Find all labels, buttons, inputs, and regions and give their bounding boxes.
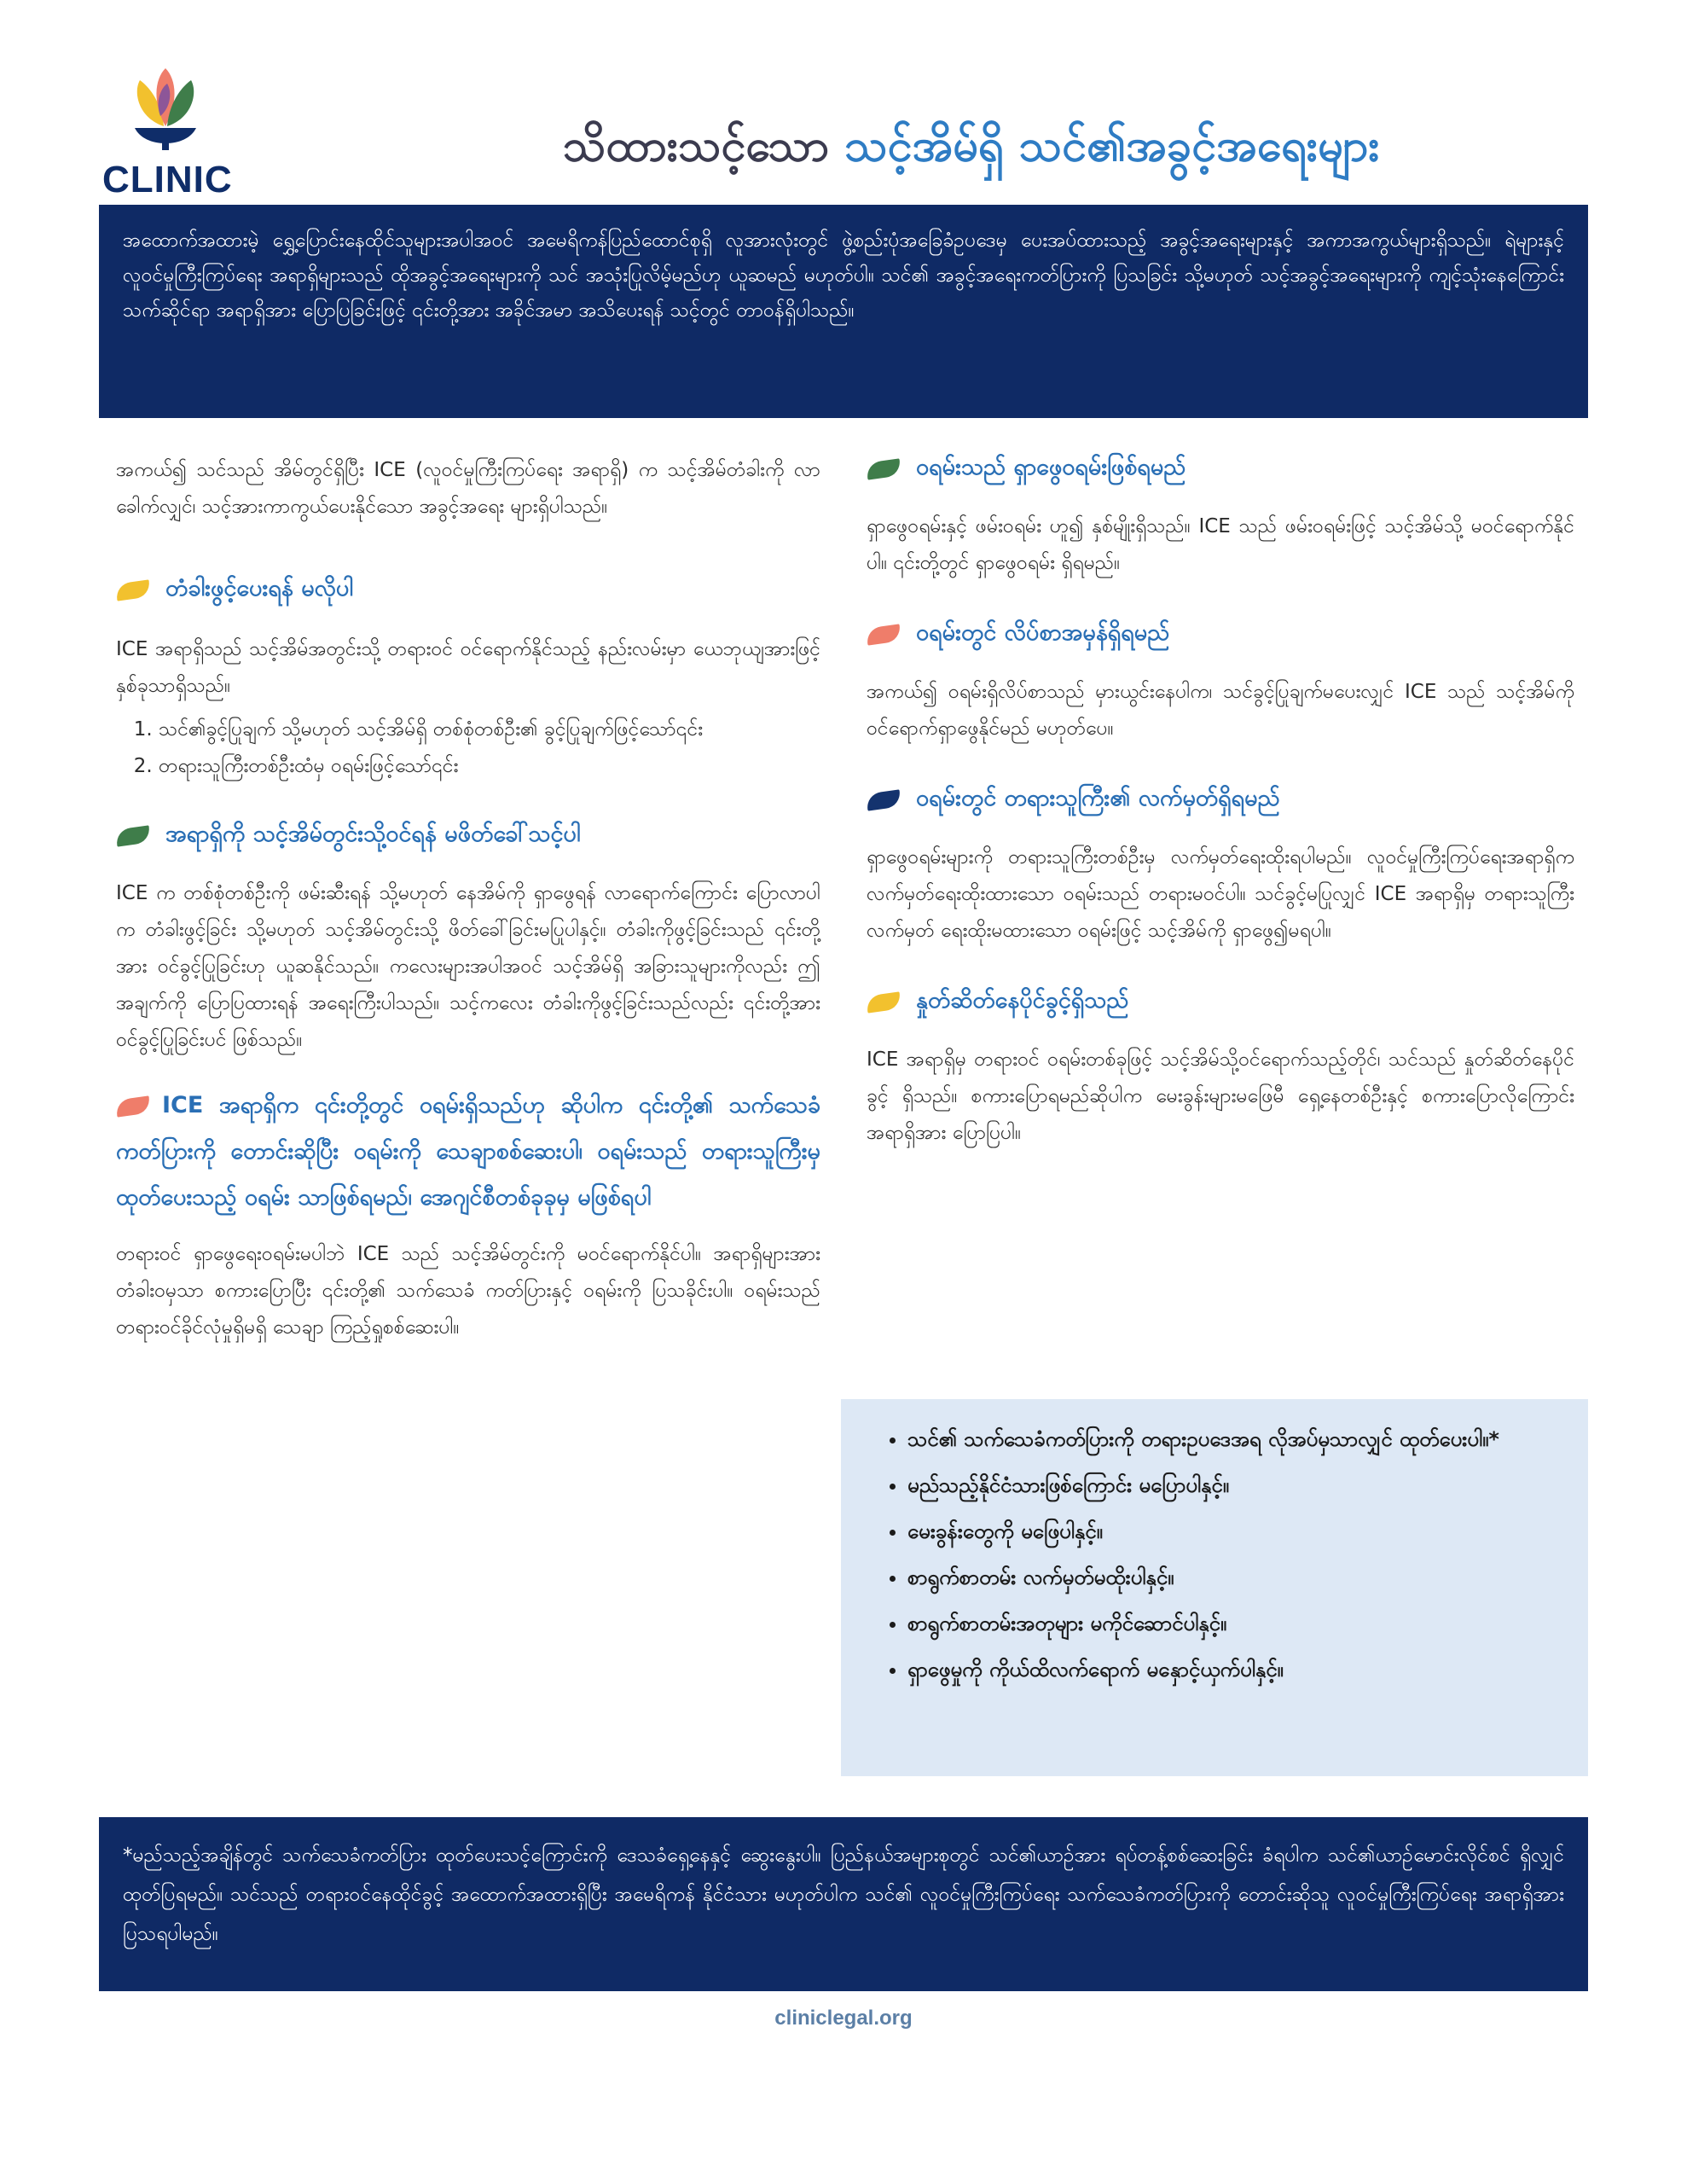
rights-item: • မေးခွန်းတွေကို မဖြေပါနှင့်။ [907,1508,1562,1554]
leaf-icon [866,991,901,1013]
website-link[interactable]: cliniclegal.org [774,2007,913,2030]
right-column [867,452,1574,1152]
flower-logo-icon [130,67,201,152]
rights-list [875,1416,1562,1693]
section-heading-judge-signature [867,783,1574,817]
section-heading-text: ဝရမ်းတွင် တရားသူကြီး၏ လက်မှတ်ရှိရမည် [916,785,1280,811]
section-heading-text: နှုတ်ဆိတ်နေပိုင်ခွင့်ရှိသည် [916,987,1129,1014]
rights-item: • မည်သည့်နိုင်ငံသားဖြစ်ကြောင်း မပြောပါနှင့်။ [907,1462,1562,1508]
section-heading-no-invite [116,819,820,853]
section-heading-text: ဝရမ်းတွင် လိပ်စာအမှန်ရှိရမည် [916,619,1170,646]
section-heading-remain-silent [867,985,1574,1019]
section-heading-check-warrant [116,1083,820,1221]
entry-ways-list [116,712,820,785]
leaf-icon [115,1095,151,1117]
title-part2: သင့်အိမ်ရှိ သင်၏အခွင့်အရေးများ [844,120,1380,171]
list-item: 1. သင်၏ခွင့်ပြုချက် သို့မဟုတ် သင့်အိမ်ရှိ တစ်စုံတစ်ဦး၏ ခွင့်ပြုချက်ဖြင့်သော်၎င်း [159,712,820,748]
leaf-icon [866,458,901,479]
page-title [563,118,1380,183]
clinic-logo [96,67,232,199]
leaf-icon [115,825,151,846]
section-body-no-open-door: ICE အရာရှိသည် သင့်အိမ်အတွင်းသို့ တရားဝင် ဝင်ရောက်နိုင်သည့် နည်းလမ်းမှာ ယေဘုယျအားဖြင့် နှစ်ခုသာရှိသည်။ [116,638,820,697]
rights-item: • စာရွက်စာတမ်း လက်မှတ်မထိုးပါနှင့်။ [907,1554,1562,1600]
left-column [116,452,820,1346]
left-intro: အကယ်၍ သင်သည် အိမ်တွင်ရှိပြီး ICE (လူဝင်မှုကြီးကြပ်ရေး အရာရှိ) က သင့်အိမ်တံခါးကို လာခေါက်လျှင်၊ သင့်အားကာကွယ်ပေးနိုင်သော အခွင့်အရေး များရှိပါသည်။ [116,459,820,518]
section-body-check-warrant: တရားဝင် ရှာဖွေရေးဝရမ်းမပါဘဲ ICE သည် သင့်အိမ်တွင်းကို မဝင်ရောက်နိုင်ပါ။ အရာရှိများအား တံခါးဝမှသာ စကားပြောပြီး ၎င်းတို့၏ သက်သေခံ ကတ်ပြားနှင့် ဝရမ်းကို ပြသခိုင်းပါ။ ဝရမ်းသည် တရားဝင်ခိုင်လုံမှုရှိမရှိ သေချာ ကြည့်ရှုစစ်ဆေးပါ။ [116,1243,820,1339]
section-heading-correct-address [867,618,1574,652]
rights-summary-box [841,1399,1588,1776]
footnote-box: *မည်သည့်အချိန်တွင် သက်သေခံကတ်ပြား ထုတ်ပေးသင့်ကြောင်းကို ဒေသခံရှေ့နေနှင့် ဆွေးနွေးပါ။ ပြည်နယ်အများစုတွင် သင်၏ယာဉ်အား ရပ်တန့်စစ်ဆေးခြင်း ခံရပါက သင်၏ယာဉ်မောင်းလိုင်စင် ရှိလျှင် ထုတ်ပြရမည်။ သင်သည် တရားဝင်နေထိုင်ခွင့် အထောက်အထားရှိပြီး အမေရိကန် နိုင်ငံသား မဟုတ်ပါက သင်၏ လူဝင်မှုကြီးကြပ်ရေး သက်သေခံကတ်ပြားကို တောင်းဆိုသူ လူဝင်မှုကြီးကြပ်ရေး အရာရှိအား ပြသရပါမည်။ [99,1817,1588,1991]
section-heading-search-warrant [867,452,1574,486]
list-item: 2. တရားသူကြီးတစ်ဦးထံမှ ဝရမ်းဖြင့်သော်၎င်း [159,748,820,785]
logo-text: CLINIC [102,159,233,200]
section-body-search-warrant: ရှာဖွေဝရမ်းနှင့် ဖမ်းဝရမ်း ဟူ၍ နှစ်မျိုးရှိသည်။ ICE သည် ဖမ်းဝရမ်းဖြင့် သင့်အိမ်သို့ မဝင်ရောက်နိုင်ပါ။ ၎င်းတို့တွင် ရှာဖွေဝရမ်း ရှိရမည်။ [867,515,1574,574]
section-body-correct-address: အကယ်၍ ဝရမ်းရှိလိပ်စာသည် မှားယွင်းနေပါက၊ သင်ခွင့်ပြုချက်မပေးလျှင် ICE သည် သင့်အိမ်ကို ဝင်ရောက်ရှာဖွေနိုင်မည် မဟုတ်ပေ။ [867,681,1574,740]
leaf-icon [115,579,151,601]
section-heading-text: တံခါးဖွင့်ပေးရန် မလိုပါ [165,575,353,601]
rights-item: • ရှာဖွေမှုကို ကိုယ်ထိလက်ရောက် မနှောင့်ယှက်ပါနှင့်။ [907,1647,1562,1693]
title-part1: သိထားသင့်သော [563,120,845,171]
section-body-remain-silent: ICE အရာရှိမှ တရားဝင် ဝရမ်းတစ်ခုဖြင့် သင့်အိမ်သို့ဝင်ရောက်သည့်တိုင်၊ သင်သည် နှုတ်ဆိတ်နေပိုင်ခွင့် ရှိသည်။ စကားပြောရမည်ဆိုပါက မေးခွန်းများမဖြေမီ ရှေ့နေတစ်ဦးနှင့် စကားပြောလိုကြောင်း အရာရှိအား ပြောပြပါ။ [867,1048,1574,1144]
section-heading-no-open-door [116,573,820,607]
section-heading-text: ဝရမ်းသည် ရှာဖွေဝရမ်းဖြစ်ရမည် [916,454,1186,480]
intro-banner: အထောက်အထားမဲ့ ရွှေ့ပြောင်းနေထိုင်သူများအပါအဝင် အမေရိကန်ပြည်ထောင်စုရှိ လူအားလုံးတွင် ဖွဲ့စည်းပုံအခြေခံဥပဒေမှ ပေးအပ်ထားသည့် အခွင့်အရေးများနှင့် အကာအကွယ်များရှိသည်။ ရဲများနှင့် လူဝင်မှုကြီးကြပ်ရေး အရာရှိများသည် ထိုအခွင့်အရေးများကို သင် အသုံးပြုလိမ့်မည်ဟု ယူဆမည် မဟုတ်ပါ။ သင်၏ အခွင့်အရေးကတ်ပြားကို ပြသခြင်း သို့မဟုတ် သင့်အခွင့်အရေးများကို ကျင့်သုံးနေကြောင်း သက်ဆိုင်ရာ အရာရှိအား ပြောပြခြင်းဖြင့် ၎င်းတို့အား အခိုင်အမာ အသိပေးရန် သင့်တွင် တာဝန်ရှိပါသည်။ [99,205,1588,418]
leaf-icon [866,624,901,645]
section-body-judge-signature: ရှာဖွေဝရမ်းများကို တရားသူကြီးတစ်ဦးမှ လက်မှတ်ရေးထိုးရပါမည်။ လူဝင်မှုကြီးကြပ်ရေးအရာရှိက လက်မှတ်ရေးထိုးထားသော ဝရမ်းသည် တရားမဝင်ပါ။ သင်ခွင့်မပြုလျှင် ICE အရာရှိမှ တရားသူကြီးလက်မှတ် ရေးထိုးမထားသော ဝရမ်းဖြင့် သင့်အိမ်ကို ရှာဖွေ၍မရပါ။ [867,846,1574,942]
section-body-no-invite: ICE က တစ်စုံတစ်ဦးကို ဖမ်းဆီးရန် သို့မဟုတ် နေအိမ်ကို ရှာဖွေရန် လာရောက်ကြောင်း ပြောလာပါက တံခါးဖွင့်ခြင်း သို့မဟုတ် သင့်အိမ်တွင်းသို့ ဖိတ်ခေါ်ခြင်းမပြုပါနှင့်။ တံခါးကိုဖွင့်ခြင်းသည် ၎င်းတို့အား ဝင်ခွင့်ပြုခြင်းဟု ယူဆနိုင်သည်။ ကလေးများအပါအဝင် သင့်အိမ်ရှိ အခြားသူများကိုလည်း ဤအချက်ကို ပြောပြထားရန် အရေးကြီးပါသည်။ သင့်ကလေး တံခါးကိုဖွင့်ခြင်းသည်လည်း ၎င်းတို့အား ဝင်ခွင့်ပြုခြင်းပင် ဖြစ်သည်။ [116,882,820,1051]
section-heading-text: အရာရှိကို သင့်အိမ်တွင်းသို့ဝင်ရန် မဖိတ်ခေါ်သင့်ပါ [165,821,581,847]
rights-item: • စာရွက်စာတမ်းအတုများ မကိုင်ဆောင်ပါနှင့်။ [907,1600,1562,1647]
section-heading-text: ICE အရာရှိက ၎င်းတို့တွင် ဝရမ်းရှိသည်ဟု ဆိုပါက ၎င်းတို့၏ သက်သေခံကတ်ပြားကို တောင်းဆိုပြီး ဝရမ်းကို သေချာစစ်ဆေးပါ၊ ဝရမ်းသည် တရားသူကြီးမှ ထုတ်ပေးသည့် ဝရမ်း သာဖြစ်ရမည်၊ အေဂျင်စီတစ်ခုခုမှ မဖြစ်ရပါ [116,1092,820,1211]
rights-item: • သင်၏ သက်သေခံကတ်ပြားကို တရားဥပဒေအရ လိုအပ်မှသာလျှင် ထုတ်ပေးပါ။* [907,1416,1562,1462]
leaf-icon [866,789,901,810]
